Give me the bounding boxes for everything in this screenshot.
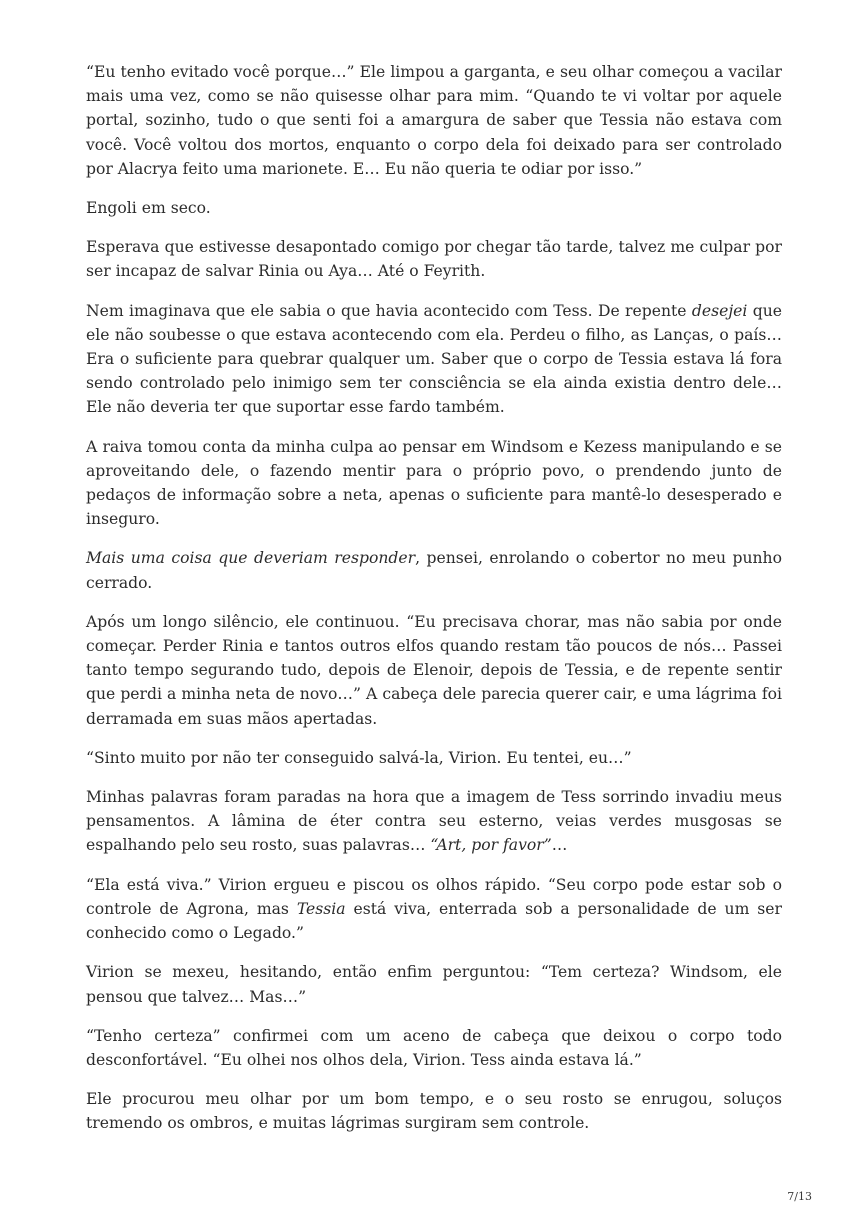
paragraph	[86, 235, 782, 283]
paragraph-text: Esperava que estivesse desapontado comigo por chegar tão tarde, talvez me culpar por ser incapaz de salvar Rinia ou Aya… Até o Feyrith.	[86, 238, 782, 281]
paragraph-text: “Eu tenho evitado você porque…” Ele limpou a garganta, e seu olhar começou a vacilar mais uma vez, como se não quisesse olhar para mim. “Quando te vi voltar por aquele portal, sozinho, tudo o que senti foi a amargura de saber que Tessia não estava com você. Você voltou dos mortos, enquanto o corpo dela foi deixado para ser controlado por Alacrya feito uma marionete. E… Eu não queria te odiar por isso.”	[86, 63, 782, 178]
paragraph-text: Ele procurou meu olhar por um bom tempo, e o seu rosto se enrugou, soluços tremendo os ombros, e muitas lágrimas surgiram sem controle.	[86, 1090, 782, 1133]
paragraph	[86, 60, 782, 181]
italic-text: Mais uma coisa que deveriam responder	[86, 549, 416, 568]
paragraph-text: …	[551, 836, 568, 855]
paragraph	[86, 610, 782, 731]
page-number: 7/13	[787, 1190, 812, 1203]
document-body	[86, 60, 782, 1151]
paragraph	[86, 435, 782, 532]
paragraph	[86, 1024, 782, 1072]
paragraph-text: Virion se mexeu, hesitando, então enfim perguntou: “Tem certeza? Windsom, ele pensou que talvez… Mas…”	[86, 963, 782, 1006]
paragraph-text: que ele não soubesse o que estava acontecendo com ela. Perdeu o filho, as Lanças, o país… Era o suficiente para quebrar qualquer um. Saber que o corpo de Tessia estava lá fora sendo controlado pelo inimigo sem ter consciência se ela ainda existia dentro dele… Ele não deveria ter que suportar esse fardo também.	[86, 301, 783, 417]
paragraph	[86, 1087, 782, 1135]
italic-text: desejei	[691, 301, 748, 320]
paragraph	[86, 785, 782, 858]
paragraph-text: A raiva tomou conta da minha culpa ao pensar em Windsom e Kezess manipulando e se aproveitando dele, o fazendo mentir para o próprio povo, o prendendo junto de pedaços de informação sobre a neta, apenas o suficiente para mantê-lo desesperado e inseguro.	[86, 437, 782, 529]
paragraph-text: “Tenho certeza” confirmei com um aceno de cabeça que deixou o corpo todo desconfortável. “Eu olhei nos olhos dela, Virion. Tess ainda estava lá.”	[86, 1026, 782, 1069]
paragraph-text: Engoli em seco.	[86, 199, 211, 218]
paragraph	[86, 299, 782, 420]
paragraph	[86, 746, 782, 770]
paragraph-text: Minhas palavras foram paradas na hora que a imagem de Tess sorrindo invadiu meus pensamentos. A lâmina de éter contra seu esterno, veias verdes musgosas se espalhando pelo seu rosto, suas palavras…	[86, 788, 782, 855]
paragraph	[86, 960, 782, 1008]
italic-text: Tessia	[296, 899, 346, 918]
paragraph	[86, 546, 782, 594]
paragraph-text: “Sinto muito por não ter conseguido salvá-la, Virion. Eu tentei, eu…”	[86, 748, 632, 767]
paragraph	[86, 873, 782, 946]
paragraph-text: “Ela está viva.” Virion ergueu e piscou os olhos rápido. “Seu corpo pode estar sob o controle de Agrona, mas	[86, 875, 782, 918]
paragraph-text: está viva, enterrada sob a personalidade de um ser conhecido como o Legado.”	[86, 899, 782, 943]
paragraph-text: , pensei, enrolando o cobertor no meu punho cerrado.	[86, 549, 782, 592]
paragraph	[86, 196, 782, 220]
paragraph-text: Nem imaginava que ele sabia o que havia acontecido com Tess. De repente	[86, 301, 692, 320]
paragraph-text: Após um longo silêncio, ele continuou. “Eu precisava chorar, mas não sabia por onde começar. Perder Rinia e tantos outros elfos quando restam tão poucos de nós… Passei tanto tempo segurando tudo, depois de Elenoir, depois de Tessia, e de repente sentir que perdi a minha neta de novo…” A cabeça dele parecia querer cair, e uma lágrima foi derramada em suas mãos apertadas.	[86, 612, 782, 728]
italic-text: “Art, por favor”	[430, 836, 552, 855]
